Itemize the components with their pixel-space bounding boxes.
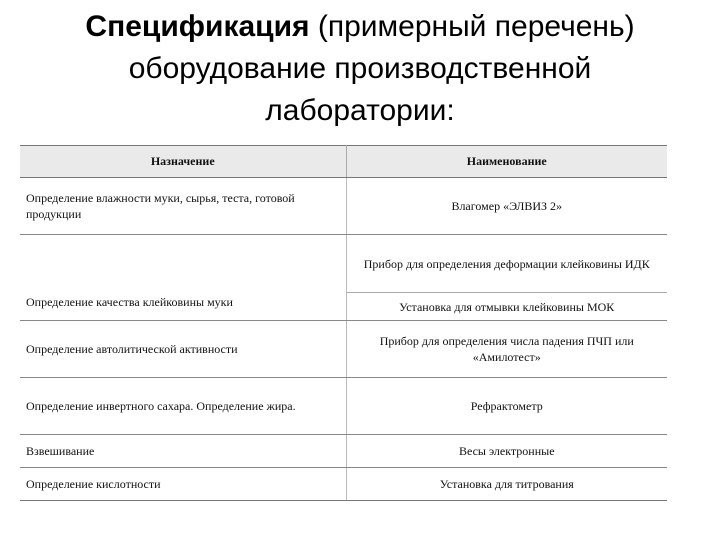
- cell-name: Прибор для определения деформации клейковины ИДК: [346, 235, 667, 293]
- table-header-row: [20, 146, 667, 178]
- table-row: [20, 235, 667, 293]
- header-name: Наименование: [346, 146, 667, 178]
- title-rest: (примерный перечень): [309, 10, 635, 43]
- cell-name: Прибор для определения числа падения ПЧП или «Амилотест»: [346, 321, 667, 378]
- table-row: [20, 178, 667, 235]
- cell-name: Рефрактометр: [346, 378, 667, 435]
- title-bold: Спецификация: [85, 10, 310, 43]
- cell-purpose: Определение инвертного сахара. Определение жира.: [20, 378, 346, 435]
- table-row: [20, 321, 667, 378]
- equipment-table: [20, 145, 667, 501]
- table-row: [20, 435, 667, 468]
- cell-name: Влагомер «ЭЛВИЗ 2»: [346, 178, 667, 235]
- title-line-2: оборудование производственной: [128, 52, 592, 85]
- cell-name: Установка для отмывки клейковины МОК: [346, 293, 667, 321]
- cell-purpose: Определение влажности муки, сырья, теста, готовой продукции: [20, 178, 346, 235]
- header-purpose: Назначение: [20, 146, 346, 178]
- cell-name: Установка для титрования: [346, 468, 667, 501]
- title-line-3: лаборатории:: [265, 94, 455, 127]
- title-line-1: [0, 6, 720, 48]
- cell-purpose: Определение автолитической активности: [20, 321, 346, 378]
- page-title: [0, 6, 720, 132]
- cell-name: Весы электронные: [346, 435, 667, 468]
- cell-purpose: Определение кислотности: [20, 468, 346, 501]
- table-row: [20, 378, 667, 435]
- cell-purpose: Взвешивание: [20, 435, 346, 468]
- table-row: [20, 468, 667, 501]
- cell-purpose: Определение качества клейковины муки: [20, 235, 346, 321]
